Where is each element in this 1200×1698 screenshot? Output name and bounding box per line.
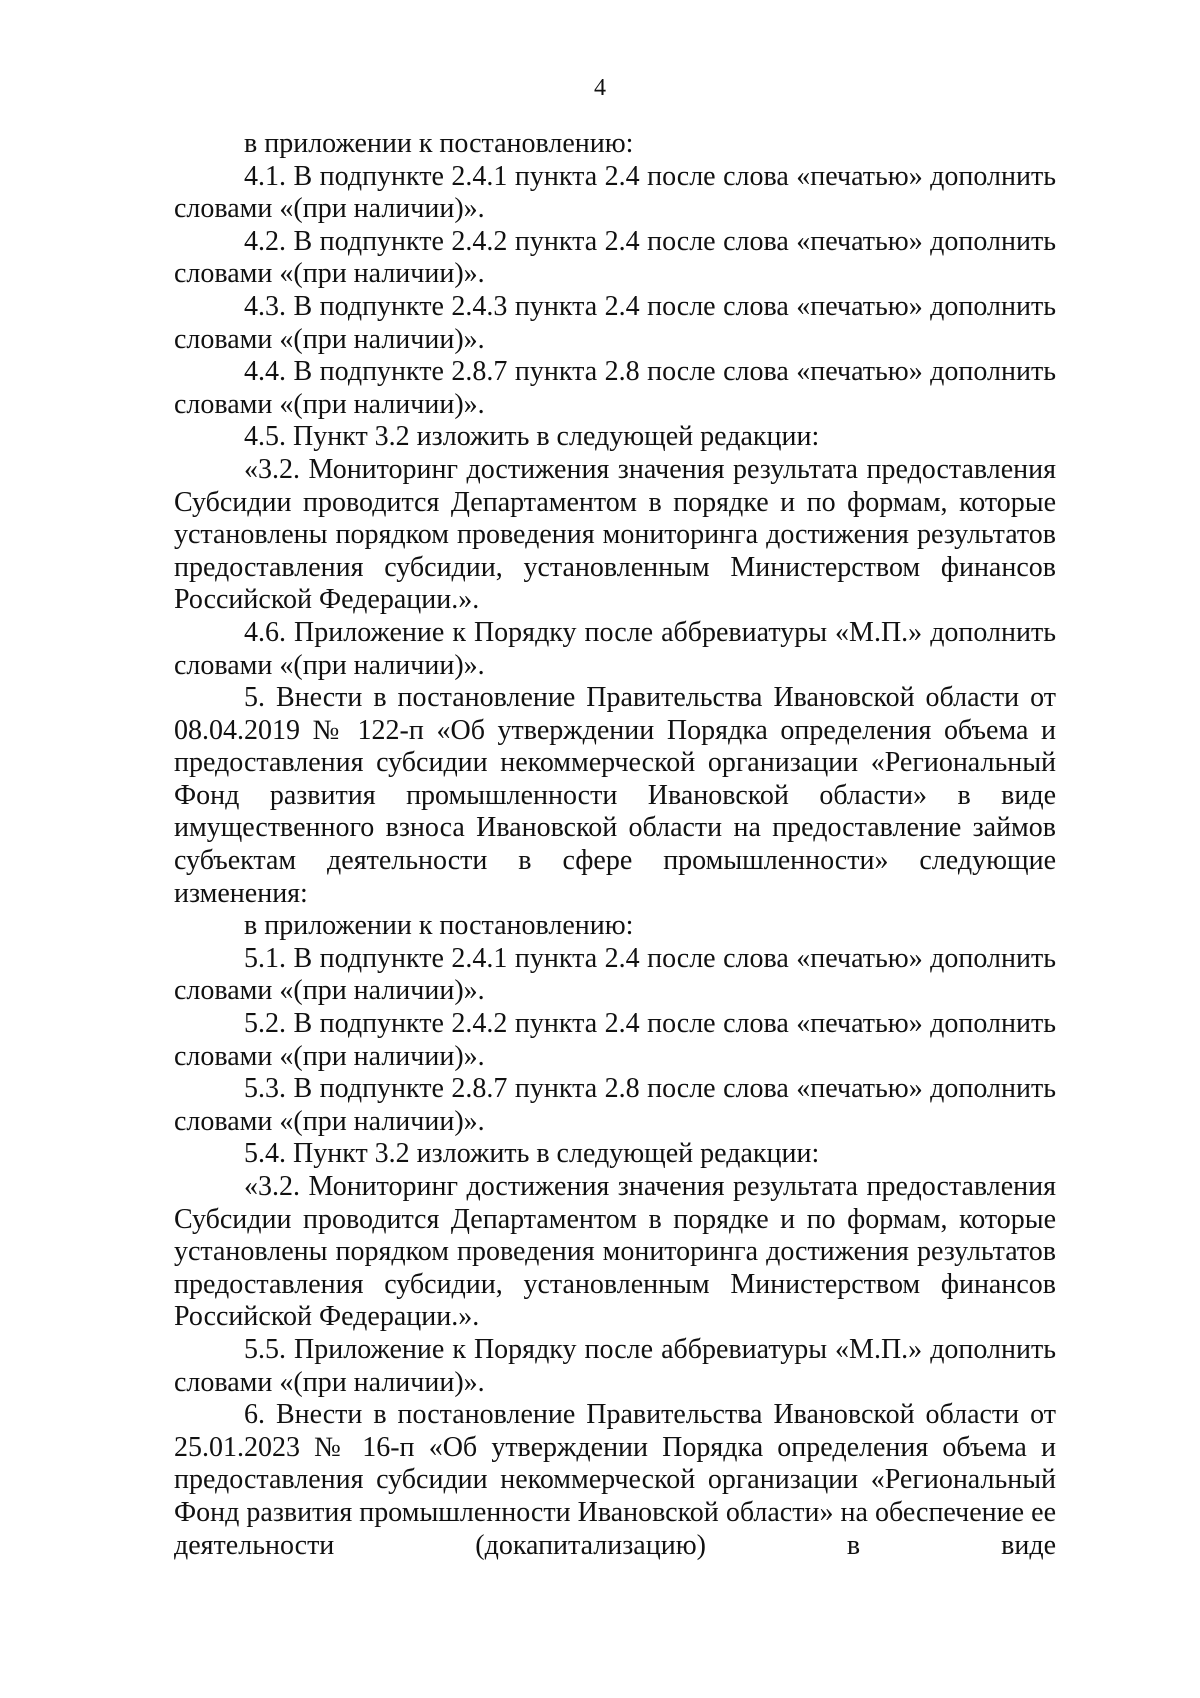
paragraph: 4.2. В подпункте 2.4.2 пункта 2.4 после слова «печатью» дополнить словами «(при наличии)». (174, 225, 1056, 290)
paragraph: 5.2. В подпункте 2.4.2 пункта 2.4 после слова «печатью» дополнить словами «(при наличии)». (174, 1008, 1056, 1072)
paragraph: в приложении к постановлению: (244, 910, 634, 942)
paragraph: 5.3. В подпункте 2.8.7 пункта 2.8 после слова «печатью» дополнить словами «(при наличии)». (174, 1073, 1056, 1137)
paragraph: 6. Внести в постановление Правительства Ивановской области от 25.01.2023 № 16-п «Об утверждении Порядка определения объема и предоставления субсидии некоммерческой организации «Региональный Фонд развития промышленности Ивановской области» на обеспечение ее деятельности (докапитализацию) в виде (174, 1399, 1056, 1561)
paragraph: 5.5. Приложение к Порядку после аббревиатуры «М.П.» дополнить словами «(при наличии)». (174, 1333, 1056, 1398)
page-number: 4 (594, 75, 606, 101)
paragraph: в приложении к постановлению: (244, 128, 634, 159)
paragraph: «3.2. Мониторинг достижения значения результата предоставления Субсидии проводится Департаментом в порядке и по формам, которые установлены порядком проведения мониторинга достижения результатов предоставления субсидии, установленным Министерством финансов Российской Федерации.». (174, 453, 1056, 616)
paragraph: 5.1. В подпункте 2.4.1 пункта 2.4 после слова «печатью» дополнить словами «(при наличии)». (174, 942, 1056, 1007)
paragraph: 4.5. Пункт 3.2 изложить в следующей редакции: (244, 421, 820, 453)
document-body (174, 128, 1056, 1562)
paragraph: «3.2. Мониторинг достижения значения результата предоставления Субсидии проводится Департаментом в порядке и по формам, которые установлены порядком проведения мониторинга достижения результатов предоставления субсидии, установленным Министерством финансов Российской Федерации.». (174, 1171, 1056, 1333)
paragraph: 4.6. Приложение к Порядку после аббревиатуры «М.П.» дополнить словами «(при наличии)». (174, 616, 1056, 681)
paragraph: 4.4. В подпункте 2.8.7 пункта 2.8 после слова «печатью» дополнить словами «(при наличии)». (174, 356, 1056, 420)
paragraph: 5.4. Пункт 3.2 изложить в следующей редакции: (244, 1138, 820, 1170)
paragraph: 4.1. В подпункте 2.4.1 пункта 2.4 после слова «печатью» дополнить словами «(при наличии)». (174, 160, 1056, 225)
paragraph: 5. Внести в постановление Правительства Ивановской области от 08.04.2019 № 122-п «Об утверждении Порядка определения объема и предоставления субсидии некоммерческой организации «Региональный Фонд развития промышленности Ивановской области» в виде имущественного взноса Ивановской области на предоставление займов субъектам деятельности в сфере промышленности» следующие изменения: (174, 682, 1056, 909)
paragraph: 4.3. В подпункте 2.4.3 пункта 2.4 после слова «печатью» дополнить словами «(при наличии)». (174, 290, 1056, 355)
